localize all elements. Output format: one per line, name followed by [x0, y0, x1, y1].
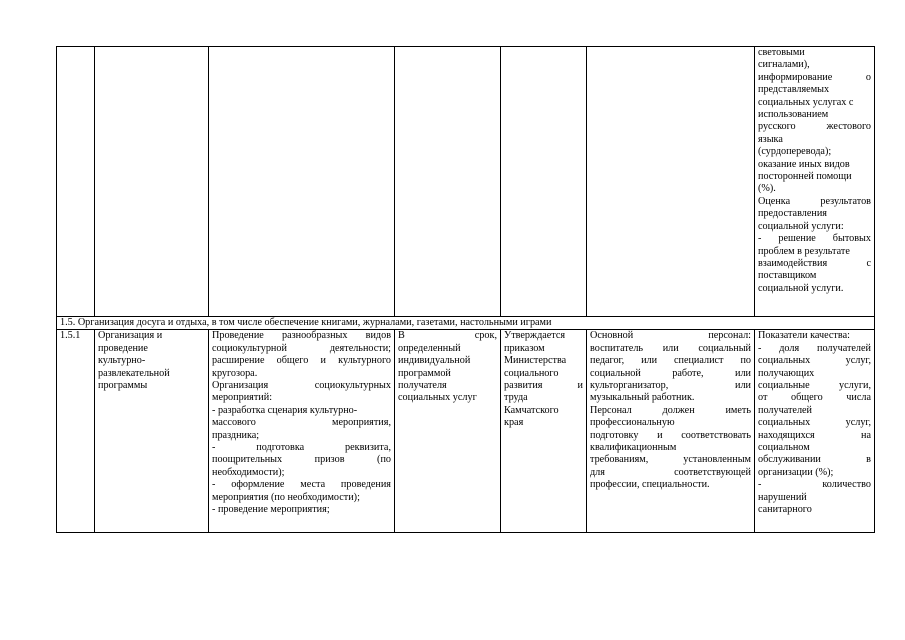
quality-text-line: световыми — [758, 47, 805, 58]
table-row-section — [57, 317, 875, 330]
quality-text-line: сигналами), — [758, 59, 810, 71]
cell-approval-empty — [501, 47, 587, 317]
service-quality-line: организации (%); — [758, 466, 834, 478]
service-approval-line: Министерства — [504, 355, 567, 367]
service-content-line: кругозора. — [212, 367, 258, 379]
service-content-line: расширение общего и культурного — [212, 355, 391, 367]
service-approval-line: развития и — [504, 380, 583, 392]
service-name-line: культурно- — [98, 355, 146, 367]
quality-text-line: поставщиком — [758, 270, 817, 282]
service-term-line: индивидуальной — [398, 355, 471, 367]
quality-text-line: взаимодействия с — [758, 257, 871, 269]
service-quality-line: социальных услуг, — [758, 417, 871, 429]
cell-service-quality — [755, 330, 875, 533]
service-approval-line: края — [504, 417, 524, 429]
service-content-line: - оформление места проведения — [212, 479, 391, 491]
service-approval-line: приказом — [504, 342, 545, 354]
service-content-line: мероприятий: — [212, 392, 273, 404]
service-staff-line: профессии, специальности. — [590, 479, 710, 491]
service-content-line: - проведение мероприятия; — [212, 504, 330, 516]
quality-text-line: Оценка результатов — [758, 195, 871, 207]
quality-text-line: русского жестового — [758, 121, 871, 133]
service-quality-line: социальные услуги, — [758, 380, 871, 392]
quality-text-line: информирование о — [758, 71, 871, 83]
service-approval-line: Утверждается — [504, 330, 566, 342]
service-content-line: - разработка сценария культурно- — [212, 404, 358, 416]
service-approval-line: труда — [504, 392, 528, 404]
cell-term-empty — [395, 47, 501, 317]
table-row-service — [57, 330, 875, 533]
service-staff-line: музыкальный работник. — [590, 392, 695, 404]
service-staff-line: воспитатель или социальный — [590, 342, 751, 354]
quality-text-line: представляемых — [758, 84, 830, 96]
quality-text-line: проблем в результате — [758, 245, 850, 257]
service-term-line: программой — [398, 367, 451, 379]
service-content-line: необходимости); — [212, 466, 285, 478]
table-row-continuation — [57, 47, 875, 317]
service-quality-line: нарушений — [758, 491, 807, 503]
cell-service-content — [209, 330, 395, 533]
service-staff-line: профессиональную — [590, 417, 675, 429]
quality-text-line: предоставления — [758, 208, 827, 220]
service-content-line: Организация социокультурных — [212, 380, 391, 392]
service-content-line: - подготовка реквизита, — [212, 442, 391, 454]
service-quality-line: - количество — [758, 479, 871, 491]
quality-text-line: оказание иных видов — [758, 158, 850, 170]
service-staff-line: педагог, или специалист по — [590, 355, 751, 367]
quality-text-line: посторонней помощи — [758, 171, 852, 183]
service-name-line: развлекательной — [98, 367, 170, 379]
cell-service-staff — [587, 330, 755, 533]
service-content-line: поощрительных призов (по — [212, 454, 391, 466]
service-quality-line: получающих — [758, 367, 815, 379]
service-quality-line: социальных услуг, — [758, 355, 871, 367]
quality-text-line: (%). — [758, 183, 776, 195]
service-staff-line: подготовку и соответствовать — [590, 429, 751, 441]
service-quality-line: получателей — [758, 404, 813, 416]
service-term-line: В срок, — [398, 330, 497, 342]
service-content-line: массового мероприятия, — [212, 417, 391, 429]
service-staff-line: для соответствующей — [590, 466, 751, 478]
service-approval-line: Камчатского — [504, 404, 559, 416]
cell-name-empty — [95, 47, 209, 317]
quality-text-line: - решение бытовых — [758, 233, 871, 245]
service-approval-line: социального — [504, 367, 559, 379]
service-term-line: социальных услуг — [398, 392, 477, 404]
service-staff-line: Основной персонал: — [590, 330, 751, 342]
cell-service-number: 1.5.1 — [57, 330, 95, 533]
quality-text-line: языка — [758, 133, 783, 145]
service-term-line: определенный — [398, 342, 461, 354]
service-content-line: Проведение разнообразных видов — [212, 330, 391, 342]
cell-quality-continued — [755, 47, 875, 317]
service-staff-line: Персонал должен иметь — [590, 404, 751, 416]
service-quality-line: социальном — [758, 442, 810, 454]
service-name-line: программы — [98, 380, 148, 392]
service-quality-line: санитарного — [758, 504, 812, 516]
quality-text-line: социальной услуги: — [758, 220, 844, 232]
service-staff-line: культорганизатор, или — [590, 380, 751, 392]
quality-text-line: использованием — [758, 109, 829, 121]
services-table — [56, 46, 875, 533]
service-quality-line: Показатели качества: — [758, 330, 850, 342]
cell-staff-empty — [587, 47, 755, 317]
service-staff-line: требованиям, установленным — [590, 454, 751, 466]
quality-text-line: социальной услуги. — [758, 282, 844, 294]
service-content-line: социокультурной деятельности; — [212, 342, 391, 354]
cell-number-empty — [57, 47, 95, 317]
quality-text-line: социальных услугах с — [758, 96, 854, 108]
service-term-line: получателя — [398, 380, 447, 392]
service-name-line: проведение — [98, 342, 148, 354]
service-content-line: праздника; — [212, 429, 260, 441]
service-quality-line: находящихся на — [758, 429, 871, 441]
service-name-line: Организация и — [98, 330, 163, 342]
service-staff-line: социальной работе, или — [590, 367, 751, 379]
section-heading: 1.5. Организация досуга и отдыха, в том числе обеспечение книгами, журналами, газетами, настольными играми — [57, 317, 875, 330]
cell-service-name — [95, 330, 209, 533]
cell-service-approval — [501, 330, 587, 533]
service-staff-line: квалификационным — [590, 442, 677, 454]
cell-service-term — [395, 330, 501, 533]
service-quality-line: обслуживании в — [758, 454, 871, 466]
cell-content-empty — [209, 47, 395, 317]
service-quality-line: от общего числа — [758, 392, 871, 404]
service-quality-line: - доля получателей — [758, 342, 871, 354]
service-content-line: мероприятия (по необходимости); — [212, 491, 360, 503]
quality-text-line: (сурдоперевода); — [758, 146, 832, 158]
